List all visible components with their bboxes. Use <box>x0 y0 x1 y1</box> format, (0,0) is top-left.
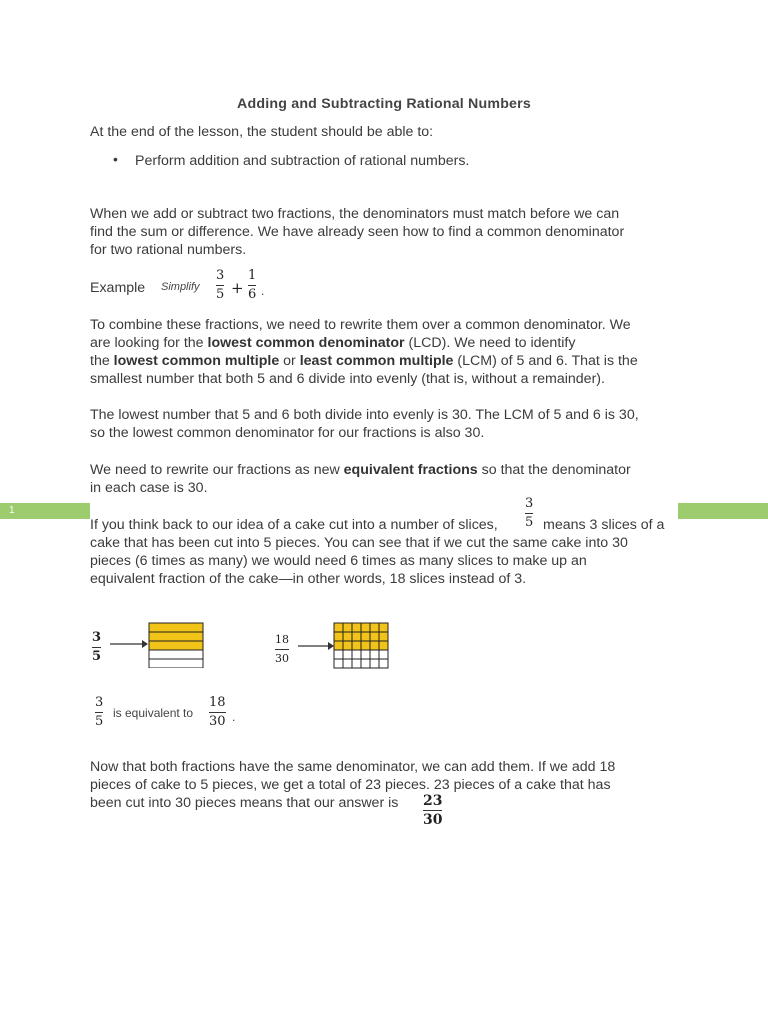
paragraph-line: The lowest number that 5 and 6 both divide into evenly is 30. The LCM of 5 and 6 is 30, <box>90 407 639 423</box>
empty-slice <box>379 650 388 659</box>
filled-slice <box>370 623 379 632</box>
paragraph-line: pieces (6 times as many) we would need 6 times as many slices to make up an <box>90 553 587 569</box>
paragraph-line: cake that has been cut into 5 pieces. You can see that if we cut the same cake into 30 <box>90 535 628 551</box>
term-equivalent-fractions: equivalent fractions <box>343 462 478 478</box>
filled-slice <box>370 641 379 650</box>
intro-text: At the end of the lesson, the student should be able to: <box>90 124 434 140</box>
text: (LCM) of 5 and 6. That is the <box>453 353 638 369</box>
denominator: 30 <box>423 812 443 828</box>
term-least-common-multiple: least common multiple <box>299 353 454 369</box>
filled-slice <box>334 623 343 632</box>
example-period: . <box>261 284 265 298</box>
figure-fraction-left <box>92 631 101 664</box>
filled-slice <box>334 641 343 650</box>
paragraph-line <box>90 461 631 479</box>
paragraph-line: Now that both fractions have the same denominator, we can add them. If we add 18 <box>90 759 616 775</box>
term-lowest-common-multiple: lowest common multiple <box>113 353 280 369</box>
denominator: 5 <box>525 515 534 530</box>
filled-slice <box>343 641 352 650</box>
text: the <box>90 353 114 369</box>
arrow-icon <box>108 638 148 650</box>
text: (LCD). We need to identify <box>404 335 576 351</box>
empty-slice <box>352 659 361 668</box>
empty-slice <box>361 650 370 659</box>
numerator: 3 <box>525 496 534 511</box>
empty-slice <box>379 659 388 668</box>
fraction-bar <box>275 649 289 650</box>
inline-fraction <box>525 497 533 530</box>
filled-slice <box>361 632 370 641</box>
empty-slice <box>334 650 343 659</box>
equivalence-period: . <box>232 710 236 724</box>
filled-slice <box>379 641 388 650</box>
filled-slice <box>334 632 343 641</box>
paragraph-line: If you think back to our idea of a cake cut into a number of slices, <box>90 517 498 533</box>
page-title: Adding and Subtracting Rational Numbers <box>237 96 531 112</box>
numerator: 18 <box>275 633 289 646</box>
equivalence-text: is equivalent to <box>113 706 194 720</box>
paragraph-line: in each case is 30. <box>90 480 208 496</box>
filled-slice <box>361 641 370 650</box>
empty-slice <box>149 650 203 659</box>
paragraph-line: pieces of cake to 5 pieces, we get a total of 23 pieces. 23 pieces of a cake that has <box>90 777 611 793</box>
text: so that the denominator <box>477 462 631 478</box>
filled-slice <box>361 623 370 632</box>
empty-slice <box>370 659 379 668</box>
numerator: 3 <box>216 268 225 283</box>
page-number: 1 <box>9 505 15 516</box>
denominator: 5 <box>95 714 104 729</box>
paragraph-line: means 3 slices of a <box>543 517 665 533</box>
denominator: 30 <box>275 652 289 665</box>
filled-slice <box>352 623 361 632</box>
numerator: 18 <box>209 695 226 710</box>
fraction-bar <box>525 513 533 514</box>
paragraph-line <box>90 334 575 352</box>
empty-slice <box>334 659 343 668</box>
paragraph-line: so the lowest common denominator for our fractions is also 30. <box>90 425 485 441</box>
bullet-item: Perform addition and subtraction of rational numbers. <box>135 153 470 169</box>
paragraph-line: equivalent fraction of the cake—in other words, 18 slices instead of 3. <box>90 571 527 587</box>
filled-slice <box>149 641 203 650</box>
example-fraction-1 <box>216 269 224 302</box>
equivalence-fraction-1 <box>95 696 103 729</box>
text: are looking for the <box>90 335 208 351</box>
text: or <box>279 353 300 369</box>
empty-slice <box>361 659 370 668</box>
denominator: 5 <box>216 287 225 302</box>
filled-slice <box>149 632 203 641</box>
numerator: 3 <box>92 630 102 645</box>
paragraph-line: find the sum or difference. We have already seen how to find a common denominator <box>90 224 625 240</box>
numerator: 3 <box>95 695 104 710</box>
paragraph-line: been cut into 30 pieces means that our answer is <box>90 795 399 811</box>
filled-slice <box>343 632 352 641</box>
denominator: 6 <box>248 287 257 302</box>
filled-slice <box>379 632 388 641</box>
text: We need to rewrite our fractions as new <box>90 462 344 478</box>
paragraph-line: smallest number that both 5 and 6 divide into evenly (that is, without a remainder). <box>90 371 605 387</box>
fraction-bar <box>92 647 101 648</box>
bullet-icon: • <box>113 151 118 167</box>
cake-diagram-3-of-5 <box>148 622 204 668</box>
filled-slice <box>370 632 379 641</box>
paragraph-line: To combine these fractions, we need to rewrite them over a common denominator. We <box>90 317 631 333</box>
fraction-bar <box>216 285 224 286</box>
empty-slice <box>370 650 379 659</box>
example-fraction-2 <box>248 269 256 302</box>
empty-slice <box>343 659 352 668</box>
empty-slice <box>343 650 352 659</box>
empty-slice <box>352 650 361 659</box>
empty-slice <box>149 659 203 668</box>
plus-operator: + <box>231 279 244 297</box>
fraction-bar <box>248 285 256 286</box>
paragraph-line <box>90 352 638 370</box>
cake-diagram-18-of-30 <box>333 622 389 670</box>
page-marker-right <box>678 503 768 519</box>
denominator: 30 <box>209 714 226 729</box>
fraction-bar <box>423 810 442 811</box>
figure-fraction-right <box>275 633 289 666</box>
arrow-icon <box>296 640 334 652</box>
answer-fraction <box>423 794 442 827</box>
example-label: Example <box>90 280 146 296</box>
paragraph-line: When we add or subtract two fractions, the denominators must match before we can <box>90 206 620 222</box>
filled-slice <box>352 632 361 641</box>
filled-slice <box>343 623 352 632</box>
filled-slice <box>149 623 203 632</box>
denominator: 5 <box>92 649 102 664</box>
term-lcd: lowest common denominator <box>207 335 405 351</box>
numerator: 1 <box>248 268 257 283</box>
fraction-bar <box>209 712 226 713</box>
fraction-bar <box>95 712 103 713</box>
equivalence-fraction-2 <box>209 696 226 729</box>
paragraph-line: for two rational numbers. <box>90 242 247 258</box>
numerator: 23 <box>423 793 443 809</box>
filled-slice <box>352 641 361 650</box>
filled-slice <box>379 623 388 632</box>
simplify-label: Simplify <box>161 281 200 293</box>
